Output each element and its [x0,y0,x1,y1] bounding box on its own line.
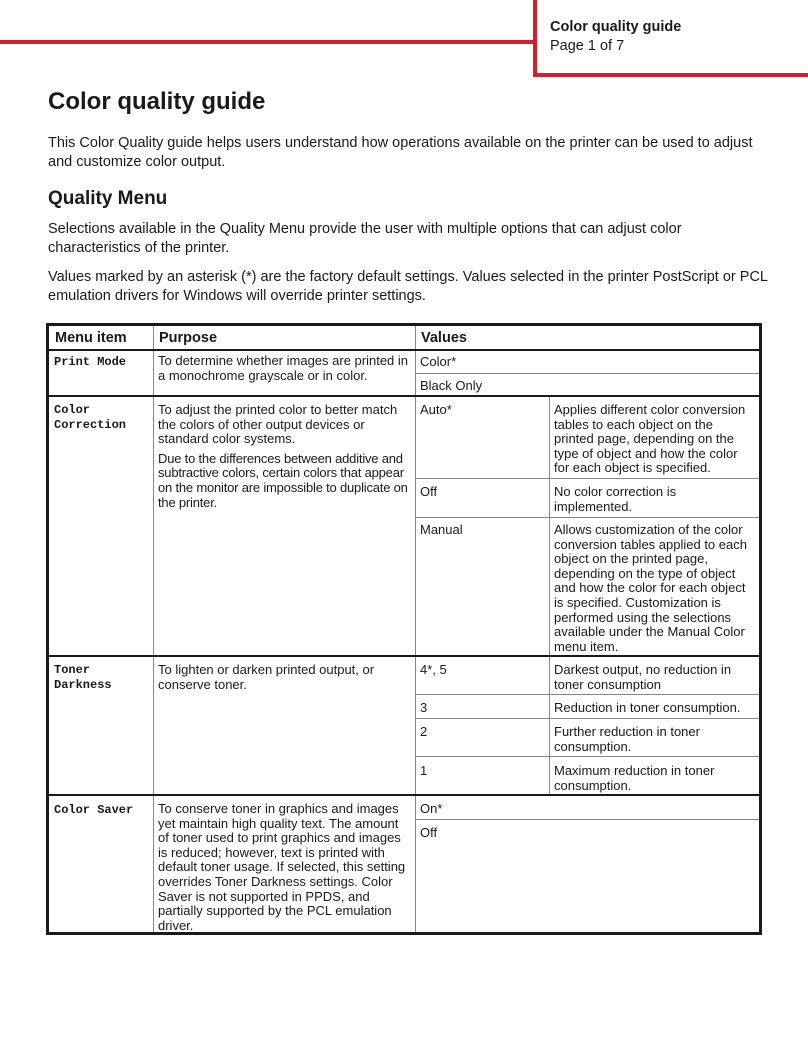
value-auto: Auto* [420,402,452,417]
value-1: 1 [420,763,428,778]
value-3: 3 [420,700,428,715]
desc-manual: Allows customization of the color conversion tables applied to each object on the printed page, depending on the type of object and how the color for each object is specified. Customization is performed using the selections available under the Manual Color menu item. [554,522,747,654]
paragraph-defaults: Values marked by an asterisk (*) are the factory default settings. Values selected in the printer PostScript or PCL emulation drivers for Windows will override printer settings. [48,269,768,304]
menu-item-print-mode: Print Mode [54,355,127,369]
row-rule [49,395,759,397]
purpose-print-mode: To determine whether images are printed in a monochrome grayscale or in color. [158,353,409,383]
page-number: Page 1 of 7 [550,38,625,54]
header-rule [0,40,537,44]
purpose-color-correction-p1: To adjust the printed color to better match the colors of other output devices or standard color systems. [158,402,398,447]
desc-auto: Applies different color conversion tables to each object on the printed page, depending on the type of object and how the color for each object is specified. [554,402,746,476]
value-off: Off [420,484,438,499]
document-title: Color quality guide [48,88,266,115]
desc-2: Further reduction in toner consumption. [554,724,700,754]
row-rule [49,655,759,657]
header-menu-item: Menu item [55,330,127,346]
value-on: On* [420,801,443,816]
header-rule-right [533,73,808,77]
value-4-5: 4*, 5 [420,662,447,677]
row-divider [415,517,759,518]
desc-3: Reduction in toner consumption. [554,700,741,715]
row-divider [415,819,759,820]
header-values: Values [421,330,467,346]
row-divider [415,478,759,479]
intro-paragraph: This Color Quality guide helps users understand how operations available on the printer can be used to adjust and customize color output. [48,135,753,170]
row-divider [415,756,759,757]
desc-1: Maximum reduction in toner consumption. [554,763,715,793]
menu-item-toner-darkness: Toner Darkness [54,663,112,692]
row-divider [415,373,759,374]
menu-item-color-saver: Color Saver [54,803,134,817]
menu-item-color-correction: Color Correction [54,403,127,432]
section-title: Quality Menu [48,188,168,209]
purpose-toner-darkness: To lighten or darken printed output, or conserve toner. [158,662,375,692]
value-manual: Manual [420,522,463,537]
header-divider [533,0,537,77]
purpose-color-saver: To conserve toner in graphics and images yet maintain high quality text. The amount of toner used to print graphics and images is reduced; however, text is printed with default toner usage. If selected, this setting overrides Toner Darkness settings. Color Saver is not supported in PPDS, and partially supported by the PCL emulation driver. [158,801,406,933]
paragraph-selections: Selections available in the Quality Menu provide the user with multiple options that can adjust color characteristics of the printer. [48,221,682,256]
purpose-color-correction-p2: Due to the differences between additive and subtractive colors, certain colors that appear on the monitor are impossible to duplicate on the printer. [158,450,408,510]
value-color: Color* [420,354,457,369]
desc-off: No color correction is implemented. [554,484,677,514]
value-off-saver: Off [420,825,438,840]
value-black-only: Black Only [420,378,483,393]
row-rule [49,794,759,796]
purpose-color-correction [153,399,415,514]
row-divider [415,718,759,719]
header-title: Color quality guide [550,19,682,35]
value-2: 2 [420,724,428,739]
quality-menu-table [46,323,762,935]
header-purpose: Purpose [159,330,218,346]
row-divider [415,694,759,695]
desc-4-5: Darkest output, no reduction in toner consumption [554,662,732,692]
